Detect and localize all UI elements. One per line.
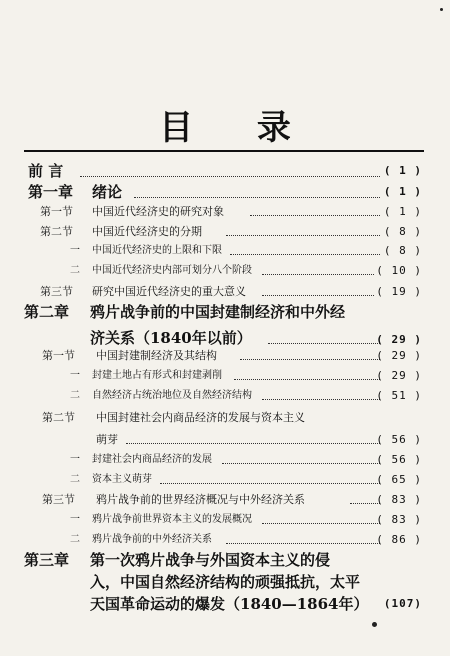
entry-label: 一 — [70, 245, 80, 256]
entry-text: 绪论 — [92, 183, 123, 201]
entry-label: 二 — [70, 265, 80, 276]
entry-label: 第一章 — [28, 183, 74, 201]
leader-dots — [262, 399, 380, 400]
entry-page: ( 19 ) — [376, 285, 422, 298]
entry-label: 第三章 — [24, 551, 70, 569]
entry-page: ( 65 ) — [376, 473, 422, 486]
entry-page: ( 1 ) — [383, 185, 422, 198]
entry-label: 一 — [70, 514, 80, 525]
leader-dots — [160, 483, 380, 484]
leader-dots — [226, 235, 380, 236]
entry-page: ( 1 ) — [383, 164, 422, 177]
entry-text: 中国近代经济史内部可划分八个阶段 — [92, 265, 252, 276]
title-rule — [24, 150, 424, 152]
leader-dots — [126, 443, 380, 444]
entry-page: ( 29 ) — [376, 349, 422, 362]
entry-label: 一 — [70, 370, 80, 381]
entry-text: 封建土地占有形式和封建剥削 — [92, 370, 222, 381]
entry-label: 第二章 — [24, 303, 70, 321]
entry-text: 中国近代经济史的研究对象 — [92, 205, 224, 218]
entry-text-continued: 入，中国自然经济结构的顽强抵抗，太平 — [90, 573, 361, 591]
leader-dots — [262, 523, 380, 524]
entry-page: ( 8 ) — [383, 244, 422, 257]
leader-dots — [230, 254, 380, 255]
leader-dots — [134, 197, 380, 198]
entry-label: 第三节 — [40, 285, 73, 298]
page-title: 目 录 — [159, 108, 317, 148]
entry-page: ( 83 ) — [376, 513, 422, 526]
entry-text: 中国近代经济史的分期 — [92, 225, 202, 238]
entry-label: 前 言 — [28, 162, 64, 180]
entry-label: 第二节 — [42, 411, 75, 424]
leader-dots — [250, 215, 380, 216]
entry-page: ( 56 ) — [376, 453, 422, 466]
leader-dots — [268, 343, 380, 344]
leader-dots — [262, 274, 374, 275]
entry-label: 二 — [70, 390, 80, 401]
leader-dots — [240, 359, 380, 360]
entry-text-continued: 天国革命运动的爆发（1840—1864年） — [90, 595, 369, 613]
entry-text-continued: 萌芽 — [96, 433, 118, 446]
entry-label: 第二节 — [40, 225, 73, 238]
entry-text: 研究中国近代经济史的重大意义 — [92, 285, 246, 298]
entry-text: 鸦片战争前世界资本主义的发展概况 — [92, 514, 252, 525]
entry-label: 第三节 — [42, 493, 75, 506]
entry-page: ( 8 ) — [383, 225, 422, 238]
entry-text: 自然经济占统治地位及自然经济结构 — [92, 390, 252, 401]
entry-page: ( 83 ) — [376, 493, 422, 506]
entry-page: (107) — [383, 597, 422, 610]
entry-page: ( 56 ) — [376, 433, 422, 446]
entry-page: ( 10 ) — [376, 264, 422, 277]
entry-label: 第一节 — [40, 205, 73, 218]
entry-page: ( 29 ) — [376, 333, 422, 346]
entry-text: 资本主义萌芽 — [92, 474, 152, 485]
leader-dots — [226, 543, 380, 544]
entry-page: ( 51 ) — [376, 389, 422, 402]
entry-page: ( 86 ) — [376, 533, 422, 546]
entry-text: 中国封建社会内商品经济的发展与资本主义 — [96, 411, 305, 424]
entry-label: 第一节 — [42, 349, 75, 362]
entry-text: 鸦片战争前的中国封建制经济和中外经 — [90, 303, 346, 321]
entry-label: 二 — [70, 534, 80, 545]
scan-speck — [440, 8, 443, 11]
leader-dots — [234, 379, 380, 380]
entry-text: 封建社会内商品经济的发展 — [92, 454, 212, 465]
entry-text: 鸦片战争前的世界经济概况与中外经济关系 — [96, 493, 305, 506]
entry-page: ( 29 ) — [376, 369, 422, 382]
entry-label: 二 — [70, 474, 80, 485]
scan-speck — [372, 622, 377, 627]
entry-label: 一 — [70, 454, 80, 465]
leader-dots — [222, 463, 380, 464]
entry-page: ( 1 ) — [383, 205, 422, 218]
leader-dots — [262, 295, 374, 296]
entry-text: 中国封建制经济及其结构 — [96, 349, 217, 362]
leader-dots — [80, 176, 380, 177]
entry-text: 鸦片战争前的中外经济关系 — [92, 534, 212, 545]
entry-text: 中国近代经济史的上限和下限 — [92, 245, 222, 256]
entry-text: 第一次鸦片战争与外国资本主义的侵 — [90, 551, 331, 569]
entry-text-continued: 济关系（1840年以前） — [90, 329, 252, 347]
